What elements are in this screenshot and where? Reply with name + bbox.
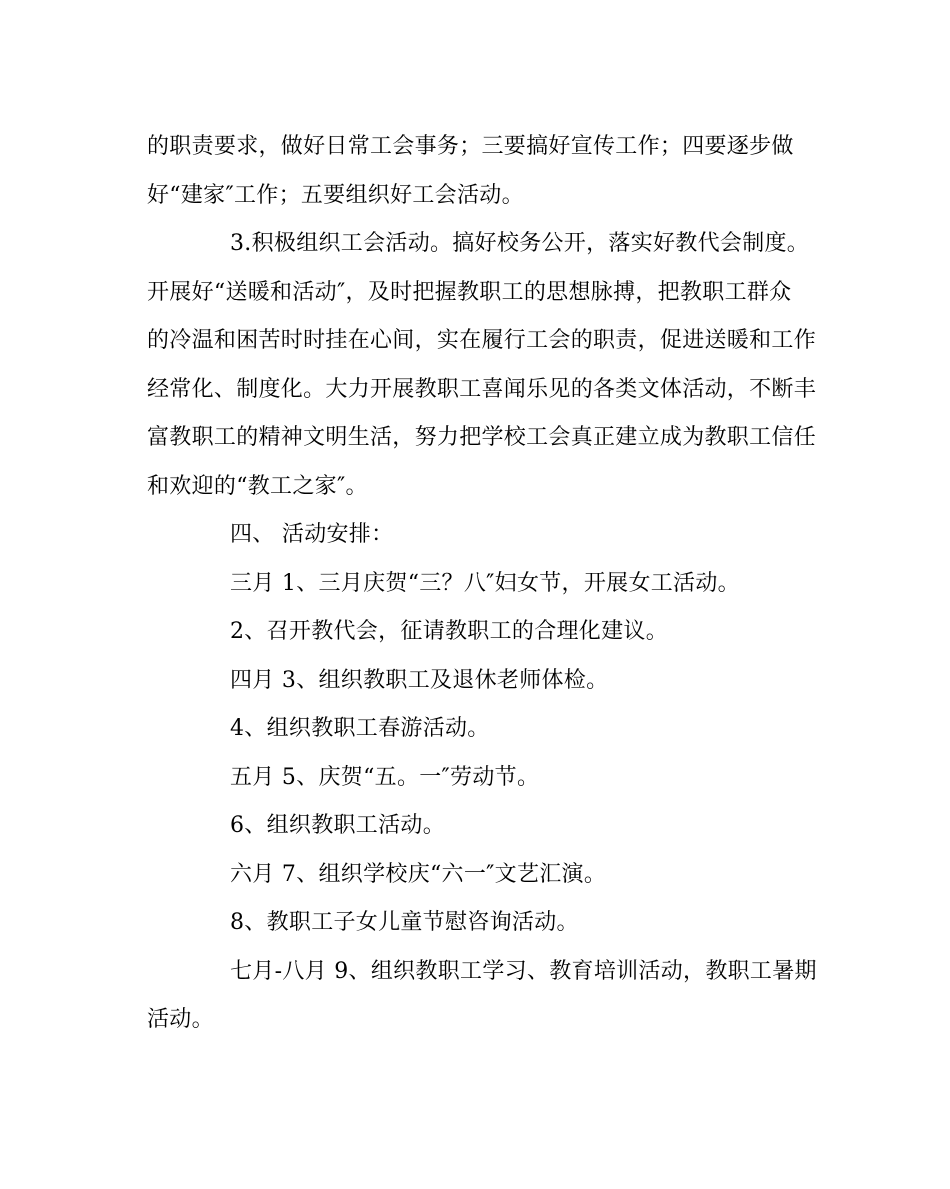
text-line: 开展好“送暖和活动″，及时把握教职工的思想脉搏，把教职工群众 <box>147 280 792 305</box>
text-line: 好“建家″工作；五要组织好工会活动。 <box>147 183 524 208</box>
text-line: 3.积极组织工会活动。搞好校务公开，落实好教代会制度。 <box>230 231 810 256</box>
text-line: 的冷温和困苦时时挂在心间，实在履行工会的职责，促进送暖和工作 <box>147 328 817 353</box>
section-heading: 四、 活动安排： <box>230 522 394 547</box>
list-item: 2、召开教代会，征请教职工的合理化建议。 <box>230 619 668 644</box>
list-item: 4、组织教职工春游活动。 <box>230 716 490 741</box>
text-line: 的职责要求，做好日常工会事务；三要搞好宣传工作；四要逐步做 <box>147 134 794 159</box>
text-line: 活动。 <box>147 1007 214 1032</box>
list-item: 六月 7、组织学校庆“六一″文艺汇演。 <box>230 862 607 887</box>
list-item: 8、教职工子女儿童节慰咨询活动。 <box>230 910 579 935</box>
text-line: 富教职工的精神文明生活，努力把学校工会真正建立成为教职工信任 <box>147 425 817 450</box>
list-item: 七月-八月 9、组织教职工学习、教育培训活动，教职工暑期 <box>230 959 817 984</box>
text-line: 经常化、制度化。大力开展教职工喜闻乐见的各类文体活动，不断丰 <box>147 377 817 402</box>
list-item: 6、组织教职工活动。 <box>230 813 445 838</box>
list-item: 三月 1、三月庆贺“三？八″妇女节，开展女工活动。 <box>230 571 740 596</box>
list-item: 四月 3、组织教职工及退休老师体检。 <box>230 668 609 693</box>
text-line: 和欢迎的“教工之家″。 <box>147 474 368 499</box>
list-item: 五月 5、庆贺“五。一″劳动节。 <box>230 765 540 790</box>
